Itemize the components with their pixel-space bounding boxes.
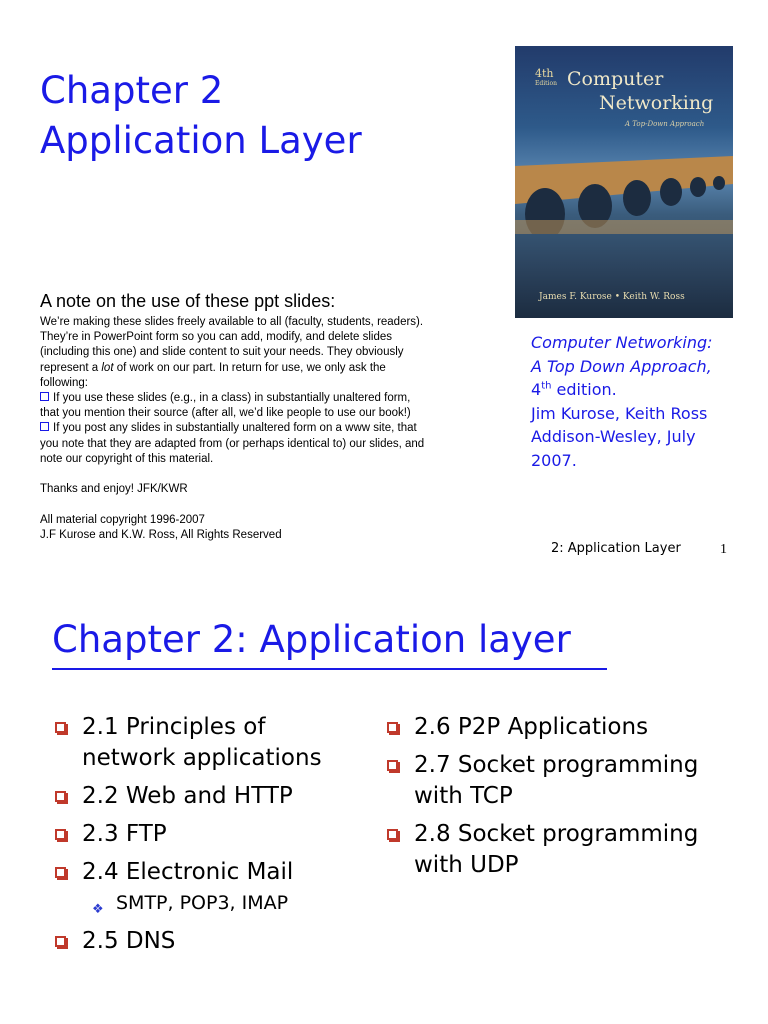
- book-title-line-1: Computer Networking:: [531, 333, 713, 352]
- diamond-bullet-icon: ❖: [92, 902, 104, 917]
- book-authors: Jim Kurose, Keith Ross: [531, 403, 708, 423]
- toc-text: with UDP: [414, 852, 519, 878]
- note-line: following:: [40, 376, 88, 389]
- edition-rest: edition.: [551, 380, 617, 399]
- toc-text: 2.2 Web and HTTP: [82, 783, 293, 809]
- box-bullet-icon: [387, 829, 398, 840]
- note-bullet: [40, 421, 480, 436]
- note-line: We’re making these slides freely available to all (faculty, students, readers).: [40, 316, 424, 328]
- note-line: [40, 361, 480, 376]
- toc-item: [54, 712, 322, 774]
- title-line-1: Chapter 2: [40, 69, 224, 112]
- box-bullet-icon: [55, 936, 66, 947]
- note-body: [40, 315, 480, 543]
- edition-sup: th: [541, 380, 552, 392]
- toc-left-column: [54, 712, 322, 957]
- box-bullet-icon: [55, 791, 66, 802]
- toc-text: 2.5 DNS: [82, 928, 176, 954]
- slide-footer: 2: Application Layer: [551, 541, 681, 556]
- toc-item: [386, 750, 698, 812]
- toc-subitem: [54, 888, 322, 919]
- title-line-2: Application Layer: [40, 119, 362, 162]
- cover-subtitle: A Top-Down Approach: [625, 120, 705, 128]
- book-cover-image: [515, 46, 733, 318]
- cover-authors: James F. Kurose • Keith W. Ross: [539, 292, 685, 302]
- cover-title-1: Computer: [567, 68, 664, 90]
- toc-item: [386, 712, 698, 743]
- cover-edition: 4th: [535, 67, 554, 80]
- toc-item: [54, 926, 322, 957]
- note-heading: A note on the use of these ppt slides:: [40, 291, 336, 311]
- slide-title: [40, 66, 362, 166]
- cover-title-2: Networking: [599, 92, 714, 114]
- note-line: (including this one) and slide content to suit your needs. They obviously: [40, 346, 404, 359]
- book-citation: [531, 331, 761, 472]
- note-bullet: [40, 391, 480, 406]
- toc-item: [386, 819, 698, 881]
- note-text: represent a: [40, 361, 102, 374]
- toc-text: 2.6 P2P Applications: [414, 714, 649, 740]
- toc-text: network applications: [82, 745, 322, 771]
- box-bullet-icon: [55, 829, 66, 840]
- toc-item: [54, 857, 322, 888]
- box-bullet-icon: [55, 867, 66, 878]
- toc-text: with TCP: [414, 783, 513, 809]
- copyright-line: All material copyright 1996-2007: [40, 513, 205, 526]
- slide-2: [0, 572, 768, 1024]
- toc-text: 2.1 Principles of: [82, 714, 266, 740]
- slide-title: Chapter 2: Application layer: [52, 618, 571, 661]
- book-year: 2007.: [531, 450, 577, 470]
- checkbox-bullet-icon: [40, 422, 49, 431]
- cover-edition-word: Edition: [535, 80, 557, 87]
- note-italic: lot: [101, 361, 114, 374]
- title-underline: [52, 668, 607, 670]
- toc-subtext: SMTP, POP3, IMAP: [116, 892, 289, 914]
- page-number: 1: [720, 542, 727, 557]
- note-text: If you post any slides in substantially unaltered form on a www site, that: [53, 422, 417, 435]
- checkbox-bullet-icon: [40, 392, 49, 401]
- toc-text: 2.3 FTP: [82, 821, 167, 847]
- edition-number: 4: [531, 380, 542, 399]
- book-title-line-2: A Top Down Approach,: [531, 356, 712, 376]
- book-publisher: Addison-Wesley, July: [531, 427, 696, 446]
- toc-text: 2.7 Socket programming: [414, 752, 699, 778]
- note-text: of work on our part. In return for use, we only ask the: [113, 361, 386, 374]
- toc-right-column: [386, 712, 698, 881]
- note-line: note our copyright of this material.: [40, 452, 214, 465]
- toc-item: [54, 781, 322, 812]
- note-line: you note that they are adapted from (or perhaps identical to) our slides, and: [40, 437, 425, 450]
- box-bullet-icon: [55, 722, 66, 733]
- toc-item: [54, 819, 322, 850]
- note-line: They’re in PowerPoint form so you can add, modify, and delete slides: [40, 331, 392, 344]
- note-line: that you mention their source (after all, we’d like people to use our book!): [40, 407, 411, 420]
- toc-text: 2.4 Electronic Mail: [82, 859, 294, 885]
- note-thanks: Thanks and enjoy! JFK/KWR: [40, 483, 188, 496]
- box-bullet-icon: [387, 722, 398, 733]
- toc-text: 2.8 Socket programming: [414, 821, 699, 847]
- box-bullet-icon: [387, 760, 398, 771]
- note-text: If you use these slides (e.g., in a class) in substantially unaltered form,: [53, 392, 411, 405]
- book-edition: [531, 378, 761, 402]
- bridge-illustration: [515, 154, 733, 234]
- copyright-line: J.F Kurose and K.W. Ross, All Rights Reserved: [40, 528, 282, 541]
